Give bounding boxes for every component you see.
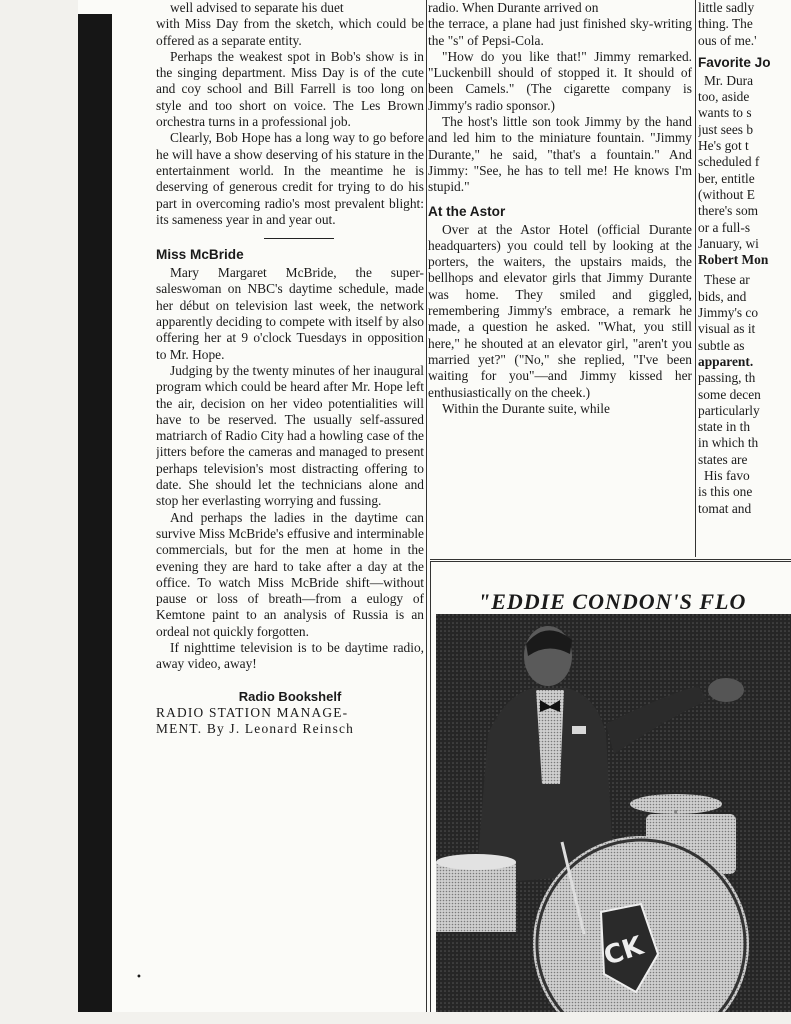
column-rule-right [695,0,696,557]
cropped-line: passing, th [698,370,756,386]
subheading-favorite-cropped: Favorite Jo [698,54,771,70]
cropped-line: These ar [704,272,750,288]
paragraph-mary-margaret: Mary Margaret McBride, the super-saleswoman on NBC's daytime schedule, made her début on television last week, the network apparently deciding to compete with itself by also offering her at 9 o'clock Tuesdays in opposition to Mr. Hope. [156,265,424,362]
cropped-line: His favo [704,468,750,484]
cropped-line: just sees b [698,121,754,137]
drum-monogram: CK [600,931,647,972]
cropped-line: visual as it [698,321,756,337]
cropped-line: apparent. [698,353,754,369]
paragraph-host-son: The host's little son took Jimmy by the hand and led him to the miniature fountain. "Jimmy Durante," he said, "that's a fountain." And Jimmy: "See, he has to tell me! He knows I'm stupid." [428,114,692,195]
cropped-line: states are [698,451,748,467]
article-column-left [156,0,424,1012]
paragraph-terrace: the terrace, a plane had just finished sky-writing the "s" of Pepsi-Cola. [428,16,692,48]
cropped-line: Mr. Dura [704,72,754,88]
book-title-line: RADIO STATION MANAGE- [156,704,349,720]
article-column-right-cropped [698,0,791,557]
cropped-line: or a full-s [698,219,751,235]
paragraph-how-do-you-like: "How do you like that!" Jimmy remarked. "Luckenbill should of stopped it. It should of been Camels." (The cigarette company is Jimmy's radio sponsor.) [428,48,692,113]
subheading-miss-mcbride: Miss McBride [156,247,244,263]
cropped-line: too, aside [698,89,750,105]
photo-box-rule-top-double [430,561,791,562]
cropped-line: subtle as [698,337,745,353]
paragraph-astor-hotel: Over at the Astor Hotel (official Durante headquarters) you could tell by looking at the porters, the waiters, the upstairs maids, the bellhops and elevator girls that Jimmy Durante was home. They smiled and giggled, remembering Jimmy's embrace, a remark he made, a question he asked. "What, you still here," he shouted at an elevator girl, "aren't you married yet?" ("No," she replied, "I've been waiting for you"—and Jimmy kissed her enthusiastically on the cheek.) [428,221,692,400]
article-column-middle [428,0,692,557]
halftone-photo-drummer [436,614,791,1012]
cropped-line: ous of me.' [698,32,757,48]
cropped-line: ber, entitle [698,170,755,186]
cropped-line: in which th [698,435,759,451]
paragraph-nighttime: If nighttime television is to be daytime radio, away video, away! [156,639,424,672]
column-rule-left [426,0,427,1012]
cropped-line: scheduled f [698,154,760,170]
cropped-line: there's som [698,203,759,219]
paragraph-weakest-spot: Perhaps the weakest spot in Bob's show is in the singing department. Miss Day is of the cute and coy school and Bill Farrell is too long on style and too short on voice. The Les Brown orchestra turns in a professional job. [156,48,424,130]
paragraph-ladies: And perhaps the ladies in the daytime can survive Miss McBride's effusive and interminable commercials, but for the men at home in the evening they are hard to take after a day at the office. To watch Miss McBride shift—without pause or loss of breath—from a eulogy of Kemtone paint to an analysis of Russia is an ordeal not quickly forgotten. [156,509,424,639]
cropped-line: thing. The [698,16,753,32]
top-fragment-line: well advised to separate his duet [170,0,344,15]
paragraph-clearly: Clearly, Bob Hope has a long way to go before he will have a show deserving of his stature in the entertainment world. In the meantime he is deserving of generous credit for trying to do his part in overcoming radio's most prevalent blight: its sameness year in and year out. [156,130,424,227]
photo-box-rule-left [430,561,431,1012]
cropped-line: January, wi [698,235,759,251]
cropped-line: particularly [698,402,760,418]
photo-caption-title: "EDDIE CONDON'S FLO [478,589,747,614]
photo-box-rule-top [430,559,791,560]
cropped-line: He's got t [698,138,749,154]
paragraph-sketch: with Miss Day from the sketch, which could be offered as a separate entity. [156,16,424,48]
cropped-line: wants to s [698,105,752,121]
cropped-line: Robert Mon [698,252,769,268]
cropped-line: (without E [698,186,755,202]
margin-mark: • [136,972,142,983]
book-author-line: MENT. By J. Leonard Reinsch [156,721,355,737]
cropped-line: state in th [698,419,751,435]
cropped-line: some decen [698,386,761,402]
cropped-line: little sadly [698,0,755,15]
top-fragment-line-middle: radio. When Durante arrived on [428,0,599,15]
paragraph-judging: Judging by the twenty minutes of her inaugural program which could be heard after Mr. Hope left the air, decision on her video potentialities will have to be reserved. The usually self-assured matriarch of Radio City had a howling case of the jitters before the cameras and managed to present perhaps television's most distracting offering to date. She should let the technicians alone and stop her everlasting worrying and fussing. [156,362,424,509]
scan-edge-black-bar [78,14,112,1012]
cropped-line: Jimmy's co [698,305,759,321]
paragraph-durante-suite: Within the Durante suite, while [442,400,610,416]
section-divider [264,238,334,239]
cropped-line: is this one [698,484,753,500]
subheading-at-the-astor: At the Astor [428,203,506,219]
cropped-line: tomat and [698,500,752,516]
cropped-line: bids, and [698,288,747,304]
subheading-radio-bookshelf: Radio Bookshelf [238,688,342,704]
